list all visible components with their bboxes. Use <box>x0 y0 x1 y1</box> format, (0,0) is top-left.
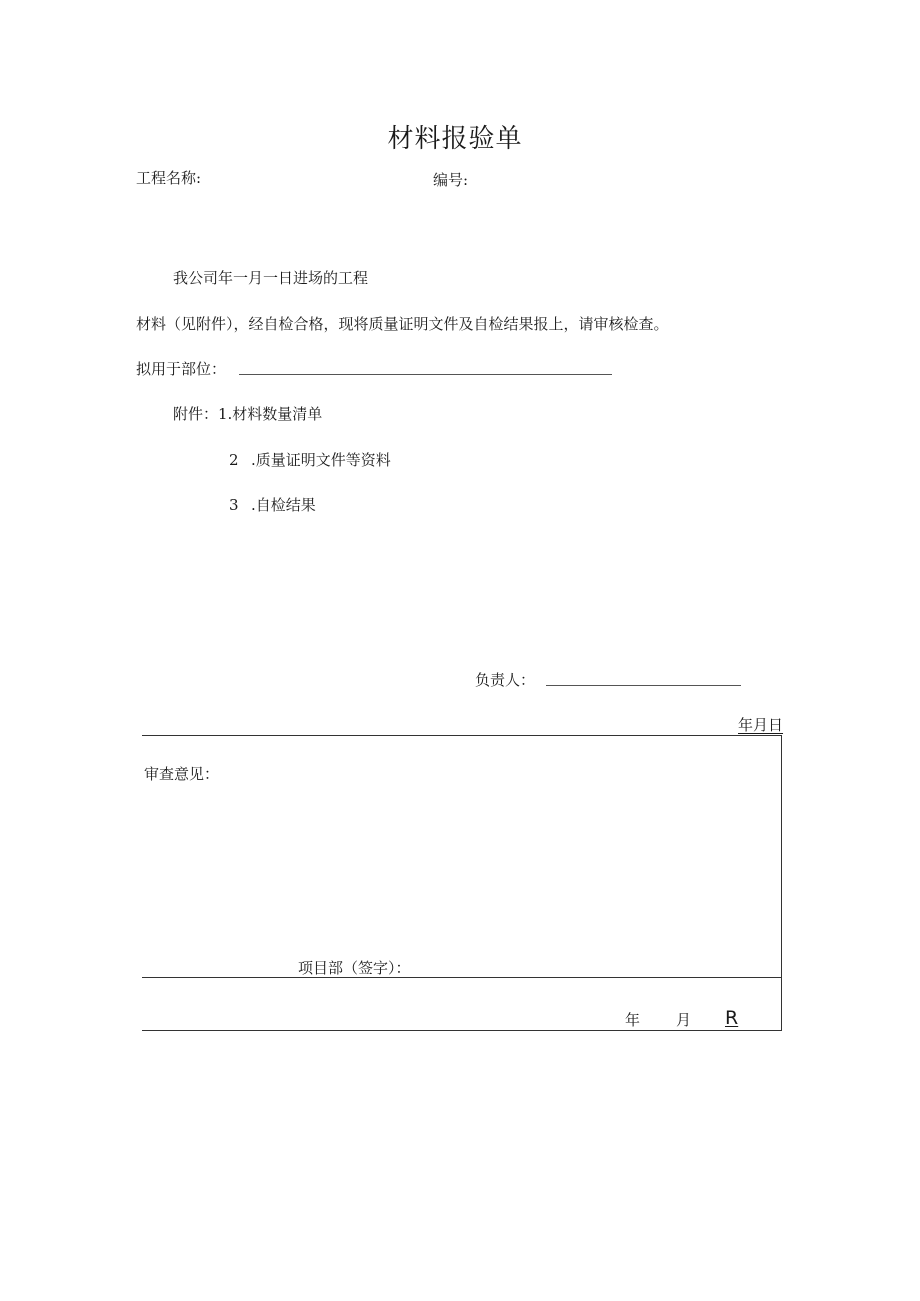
responsible-person-field <box>546 685 741 686</box>
signature-date: 年月日 <box>738 716 784 734</box>
serial-number-label: 编号: <box>433 171 469 189</box>
attachment-item-3-text: .自检结果 <box>251 496 316 514</box>
attachment-item-2-text: .质量证明文件等资料 <box>251 451 391 469</box>
attachment-item-1: 附件：1.材料数量清单 <box>173 405 323 423</box>
review-box-divider <box>142 977 782 978</box>
attachment-item-2-number: 2 <box>229 451 239 469</box>
review-date-day: R <box>725 1007 739 1029</box>
responsible-person-label: 负责人： <box>475 671 536 689</box>
review-date-year: 年 <box>625 1011 641 1029</box>
document-title: 材料报验单 <box>387 124 523 154</box>
statement-line: 材料（见附件），经自检合格，现将质量证明文件及自检结果报上，请审核检查。 <box>136 315 669 333</box>
project-dept-signature-label: 项目部（签字）： <box>298 959 411 977</box>
review-opinion-label: 审查意见： <box>144 765 220 783</box>
review-box-right-border <box>781 735 782 1031</box>
project-name-label: 工程名称: <box>136 169 202 187</box>
review-box-bottom-border <box>142 1030 782 1031</box>
usage-location-label: 拟用于部位： <box>136 360 227 378</box>
review-date-month: 月 <box>676 1011 692 1029</box>
review-box-top-border <box>142 735 782 736</box>
attachment-item-3-number: 3 <box>229 496 239 514</box>
intro-line: 我公司年一月一日进场的工程 <box>173 269 369 287</box>
usage-location-field <box>239 374 612 375</box>
